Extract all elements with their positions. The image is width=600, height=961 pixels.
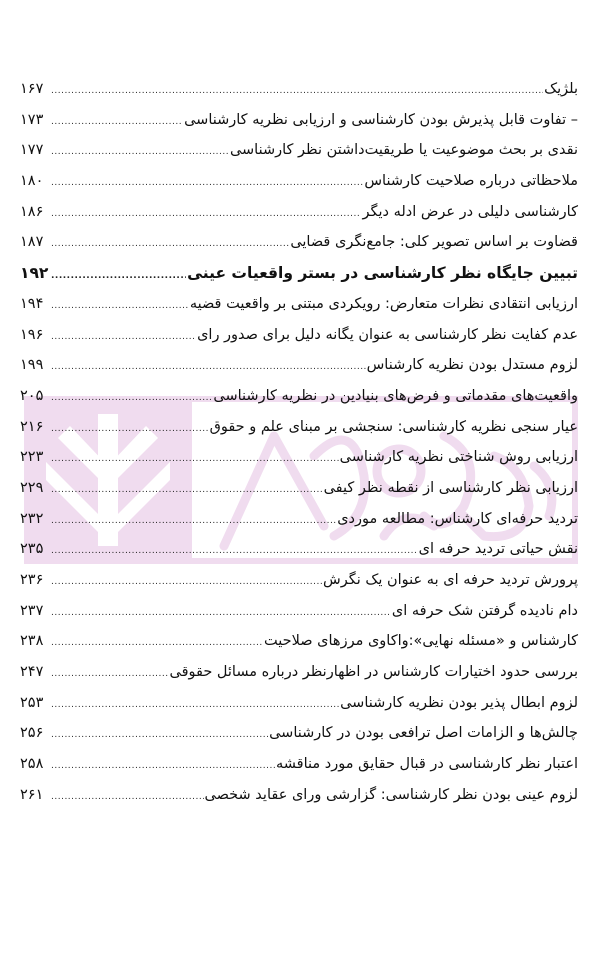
toc-entry-title: پرورش تردید حرفه ای به عنوان یک نگرش	[323, 572, 578, 588]
toc-entry[interactable]	[20, 320, 578, 351]
toc-entry-title: عیار سنجی نظریه کارشناسی: سنجشی بر مبنای علم و حقوق	[209, 418, 578, 435]
toc-entry-page: ۲۱۶	[20, 418, 44, 435]
toc-entry-title: نقش حیاتی تردید حرفه ای	[418, 541, 578, 558]
toc-entry-page: ۲۴۷	[20, 664, 44, 681]
leader-dots	[51, 229, 289, 260]
leader-dots	[51, 352, 366, 383]
toc-entry-page: ۲۳۸	[20, 633, 44, 650]
table-of-contents	[20, 74, 578, 811]
toc-entry-page: ۱۷۳	[20, 111, 44, 128]
toc-entry-page: ۲۲۹	[20, 479, 44, 496]
toc-entry-page: ۱۸۰	[20, 173, 44, 190]
leader-dots	[51, 107, 183, 138]
leader-dots	[51, 536, 418, 567]
toc-entry[interactable]	[20, 596, 578, 627]
toc-entry-page: ۲۳۷	[20, 602, 44, 619]
toc-entry-page: ۲۵۶	[20, 725, 44, 742]
leader-dots	[51, 137, 229, 168]
leader-dots	[51, 567, 322, 598]
toc-entry-page: ۲۲۳	[20, 449, 44, 466]
toc-entry-page: ۲۳۲	[20, 510, 44, 527]
toc-entry-page: ۱۷۷	[20, 142, 44, 159]
leader-dots	[51, 383, 212, 414]
toc-entry-title: ارزیابی نظر کارشناسی از نقطه نظر کیفی	[323, 479, 578, 496]
toc-entry[interactable]	[20, 749, 578, 780]
leader-dots	[51, 199, 361, 230]
toc-entry-title: کارشناس و «مسئله نهایی»:واکاوی مرزهای صلاحیت	[264, 633, 578, 650]
leader-dots	[51, 76, 543, 107]
toc-entry-title: قضاوت بر اساس تصویر کلی: جامع‌نگری قضایی	[290, 234, 578, 251]
toc-entry-page: ۱۸۷	[20, 234, 44, 251]
toc-entry-page: ۲۳۶	[20, 572, 44, 588]
toc-entry[interactable]	[20, 381, 578, 412]
toc-entry-title: ارزیابی روش شناختی نظریه کارشناسی	[339, 449, 578, 466]
leader-dots	[51, 628, 263, 659]
leader-dots	[51, 322, 196, 353]
leader-dots	[51, 690, 339, 721]
toc-entry-page: ۲۵۸	[20, 756, 44, 773]
leader-dots	[51, 506, 336, 537]
toc-entry-title: عدم کفایت نظر کارشناسی به عنوان یگانه دلیل برای صدور رای	[197, 326, 578, 343]
toc-entry-title: ملاحظاتی درباره صلاحیت کارشناس	[364, 173, 578, 190]
toc-entry-title: دام نادیده گرفتن شک حرفه ای	[391, 602, 578, 619]
toc-entry[interactable]	[20, 780, 578, 811]
toc-entry-title: لزوم عینی بودن نظر کارشناسی: گزارشی ورای عقاید شخصی	[204, 786, 578, 803]
toc-entry[interactable]	[20, 289, 578, 320]
toc-entry[interactable]	[20, 565, 578, 596]
leader-dots	[51, 659, 168, 690]
toc-entry[interactable]	[20, 105, 578, 136]
leader-dots	[51, 261, 186, 292]
toc-entry-page: ۲۳۵	[20, 541, 44, 558]
toc-entry-title: بررسی حدود اختیارات کارشناس در اظهارنظر درباره مسائل حقوقی	[169, 664, 578, 681]
toc-entry-title: اعتبار نظر کارشناسی در قبال حقایق مورد مناقشه	[275, 756, 578, 773]
toc-entry-title: – تفاوت قابل پذیرش بودن کارشناسی و ارزیابی نظریه کارشناسی	[184, 111, 578, 128]
toc-entry[interactable]	[20, 74, 578, 105]
leader-dots	[51, 291, 189, 322]
toc-entry[interactable]	[20, 718, 578, 749]
leader-dots	[51, 751, 275, 782]
toc-entry-page: ۱۹۹	[20, 357, 44, 374]
toc-entry-page: ۱۹۲	[20, 264, 49, 283]
toc-entry-page: ۱۶۷	[20, 81, 44, 97]
leader-dots	[51, 720, 268, 751]
toc-entry[interactable]	[20, 412, 578, 443]
toc-entry[interactable]	[20, 197, 578, 228]
toc-entry-title: لزوم مستدل بودن نظریه کارشناس	[366, 357, 578, 374]
toc-entry-title: کارشناسی دلیلی در عرض ادله دیگر	[362, 203, 578, 220]
toc-entry-page: ۱۹۴	[20, 295, 44, 312]
toc-entry-page: ۱۸۶	[20, 203, 44, 220]
toc-entry-page: ۲۵۳	[20, 694, 44, 711]
toc-entry[interactable]	[20, 473, 578, 504]
leader-dots	[51, 168, 363, 199]
leader-dots	[51, 444, 339, 475]
toc-entry-page: ۲۶۱	[20, 786, 44, 803]
toc-entry[interactable]	[20, 350, 578, 381]
leader-dots	[51, 782, 204, 813]
toc-entry-title: تردید حرفه‌ای کارشناس: مطالعه موردی	[337, 510, 578, 527]
toc-entry[interactable]	[20, 135, 578, 166]
toc-entry[interactable]	[20, 442, 578, 473]
toc-entry[interactable]	[20, 227, 578, 258]
toc-entry[interactable]	[20, 657, 578, 688]
toc-entry[interactable]	[20, 534, 578, 565]
leader-dots	[51, 598, 391, 629]
toc-entry-title: بلژیک	[544, 81, 578, 97]
toc-entry-title: تبیین جایگاه نظر کارشناسی در بستر واقعیات عینی	[187, 264, 578, 283]
toc-entry-page: ۱۹۶	[20, 326, 44, 343]
toc-entry-title: چالش‌ها و الزامات اصل ترافعی بودن در کارشناسی	[269, 725, 578, 742]
toc-section-heading[interactable]	[20, 258, 578, 289]
toc-entry[interactable]	[20, 166, 578, 197]
toc-entry[interactable]	[20, 504, 578, 535]
toc-entry[interactable]	[20, 688, 578, 719]
toc-entry[interactable]	[20, 626, 578, 657]
leader-dots	[51, 475, 323, 506]
toc-entry-title: لزوم ابطال پذیر بودن نظریه کارشناسی	[340, 694, 578, 711]
toc-entry-title: واقعیت‌های مقدماتی و فرض‌های بنیادین در نظریه کارشناسی	[213, 387, 578, 404]
toc-entry-page: ۲۰۵	[20, 387, 44, 404]
leader-dots	[51, 414, 209, 445]
toc-entry-title: ارزیابی انتقادی نظرات متعارض: رویکردی مبتنی بر واقعیت قضیه	[189, 295, 578, 312]
toc-entry-title: نقدی بر بحث موضوعیت یا طریقیت‌داشتن نظر کارشناسی	[229, 142, 578, 159]
